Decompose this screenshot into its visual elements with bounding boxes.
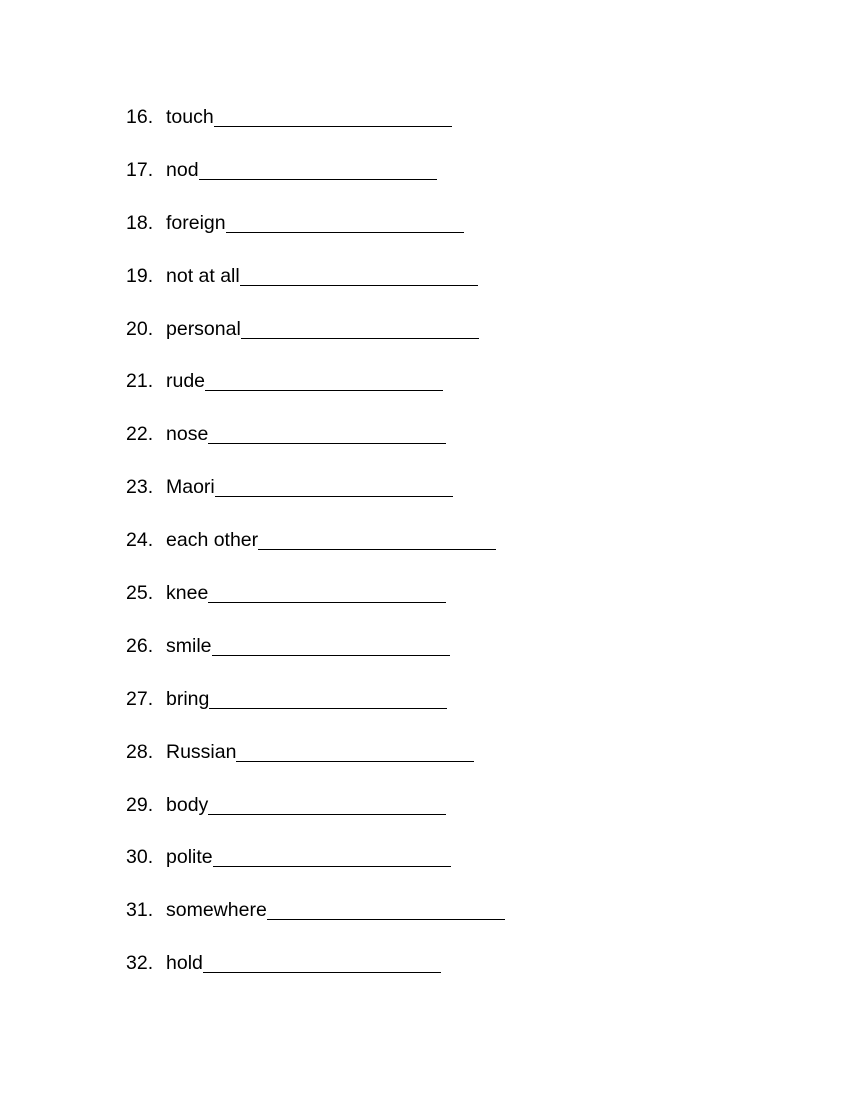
item-number: 26. <box>126 634 154 657</box>
item-number: 19. <box>126 264 154 287</box>
item-number: 28. <box>126 740 154 763</box>
list-item <box>126 474 726 527</box>
list-item <box>126 633 726 686</box>
item-number: 17. <box>126 158 154 181</box>
list-item <box>126 527 726 580</box>
item-word: rude <box>166 370 206 393</box>
item-word: each other <box>166 529 259 552</box>
item-number: 24. <box>126 529 154 552</box>
list-item <box>126 950 726 1003</box>
list-item <box>126 157 726 210</box>
item-word: knee <box>166 582 209 605</box>
vocabulary-worksheet <box>126 104 726 1003</box>
answer-blank[interactable] <box>199 157 437 180</box>
item-word: somewhere <box>166 899 267 922</box>
answer-blank[interactable] <box>240 263 478 286</box>
answer-blank[interactable] <box>212 633 450 656</box>
answer-blank[interactable] <box>208 421 446 444</box>
item-number: 16. <box>126 106 154 128</box>
item-word: Maori <box>166 476 215 499</box>
answer-blank[interactable] <box>215 474 453 497</box>
list-item <box>126 104 726 157</box>
item-word: smile <box>166 634 212 657</box>
item-number: 20. <box>126 317 154 340</box>
answer-blank[interactable] <box>203 950 441 973</box>
list-item <box>126 686 726 739</box>
list-item <box>126 580 726 633</box>
item-word: bring <box>166 687 210 710</box>
item-number: 31. <box>126 899 154 922</box>
item-number: 18. <box>126 211 154 234</box>
answer-blank[interactable] <box>258 527 496 550</box>
list-item <box>126 263 726 316</box>
list-item <box>126 792 726 845</box>
item-word: foreign <box>166 211 226 234</box>
answer-blank[interactable] <box>209 686 447 709</box>
answer-blank[interactable] <box>226 210 464 233</box>
list-item <box>126 368 726 421</box>
answer-blank[interactable] <box>236 739 474 762</box>
list-item <box>126 316 726 369</box>
item-number: 29. <box>126 793 154 816</box>
item-word: touch <box>166 106 214 128</box>
list-item <box>126 844 726 897</box>
item-number: 30. <box>126 846 154 869</box>
item-number: 23. <box>126 476 154 499</box>
item-number: 25. <box>126 582 154 605</box>
answer-blank[interactable] <box>208 580 446 603</box>
answer-blank[interactable] <box>267 897 505 920</box>
answer-blank[interactable] <box>208 792 446 815</box>
list-item <box>126 897 726 950</box>
answer-blank[interactable] <box>213 844 451 867</box>
item-word: nose <box>166 423 209 446</box>
item-word: not at all <box>166 264 240 287</box>
item-number: 21. <box>126 370 154 393</box>
item-number: 32. <box>126 952 154 975</box>
list-item <box>126 210 726 263</box>
answer-blank[interactable] <box>241 316 479 339</box>
item-word: personal <box>166 317 241 340</box>
item-word: hold <box>166 952 203 975</box>
item-word: Russian <box>166 740 237 763</box>
answer-blank[interactable] <box>205 368 443 391</box>
item-word: nod <box>166 158 199 181</box>
list-item <box>126 421 726 474</box>
item-word: body <box>166 793 209 816</box>
answer-blank[interactable] <box>214 104 452 127</box>
item-word: polite <box>166 846 213 869</box>
item-number: 22. <box>126 423 154 446</box>
list-item <box>126 739 726 792</box>
item-number: 27. <box>126 687 154 710</box>
